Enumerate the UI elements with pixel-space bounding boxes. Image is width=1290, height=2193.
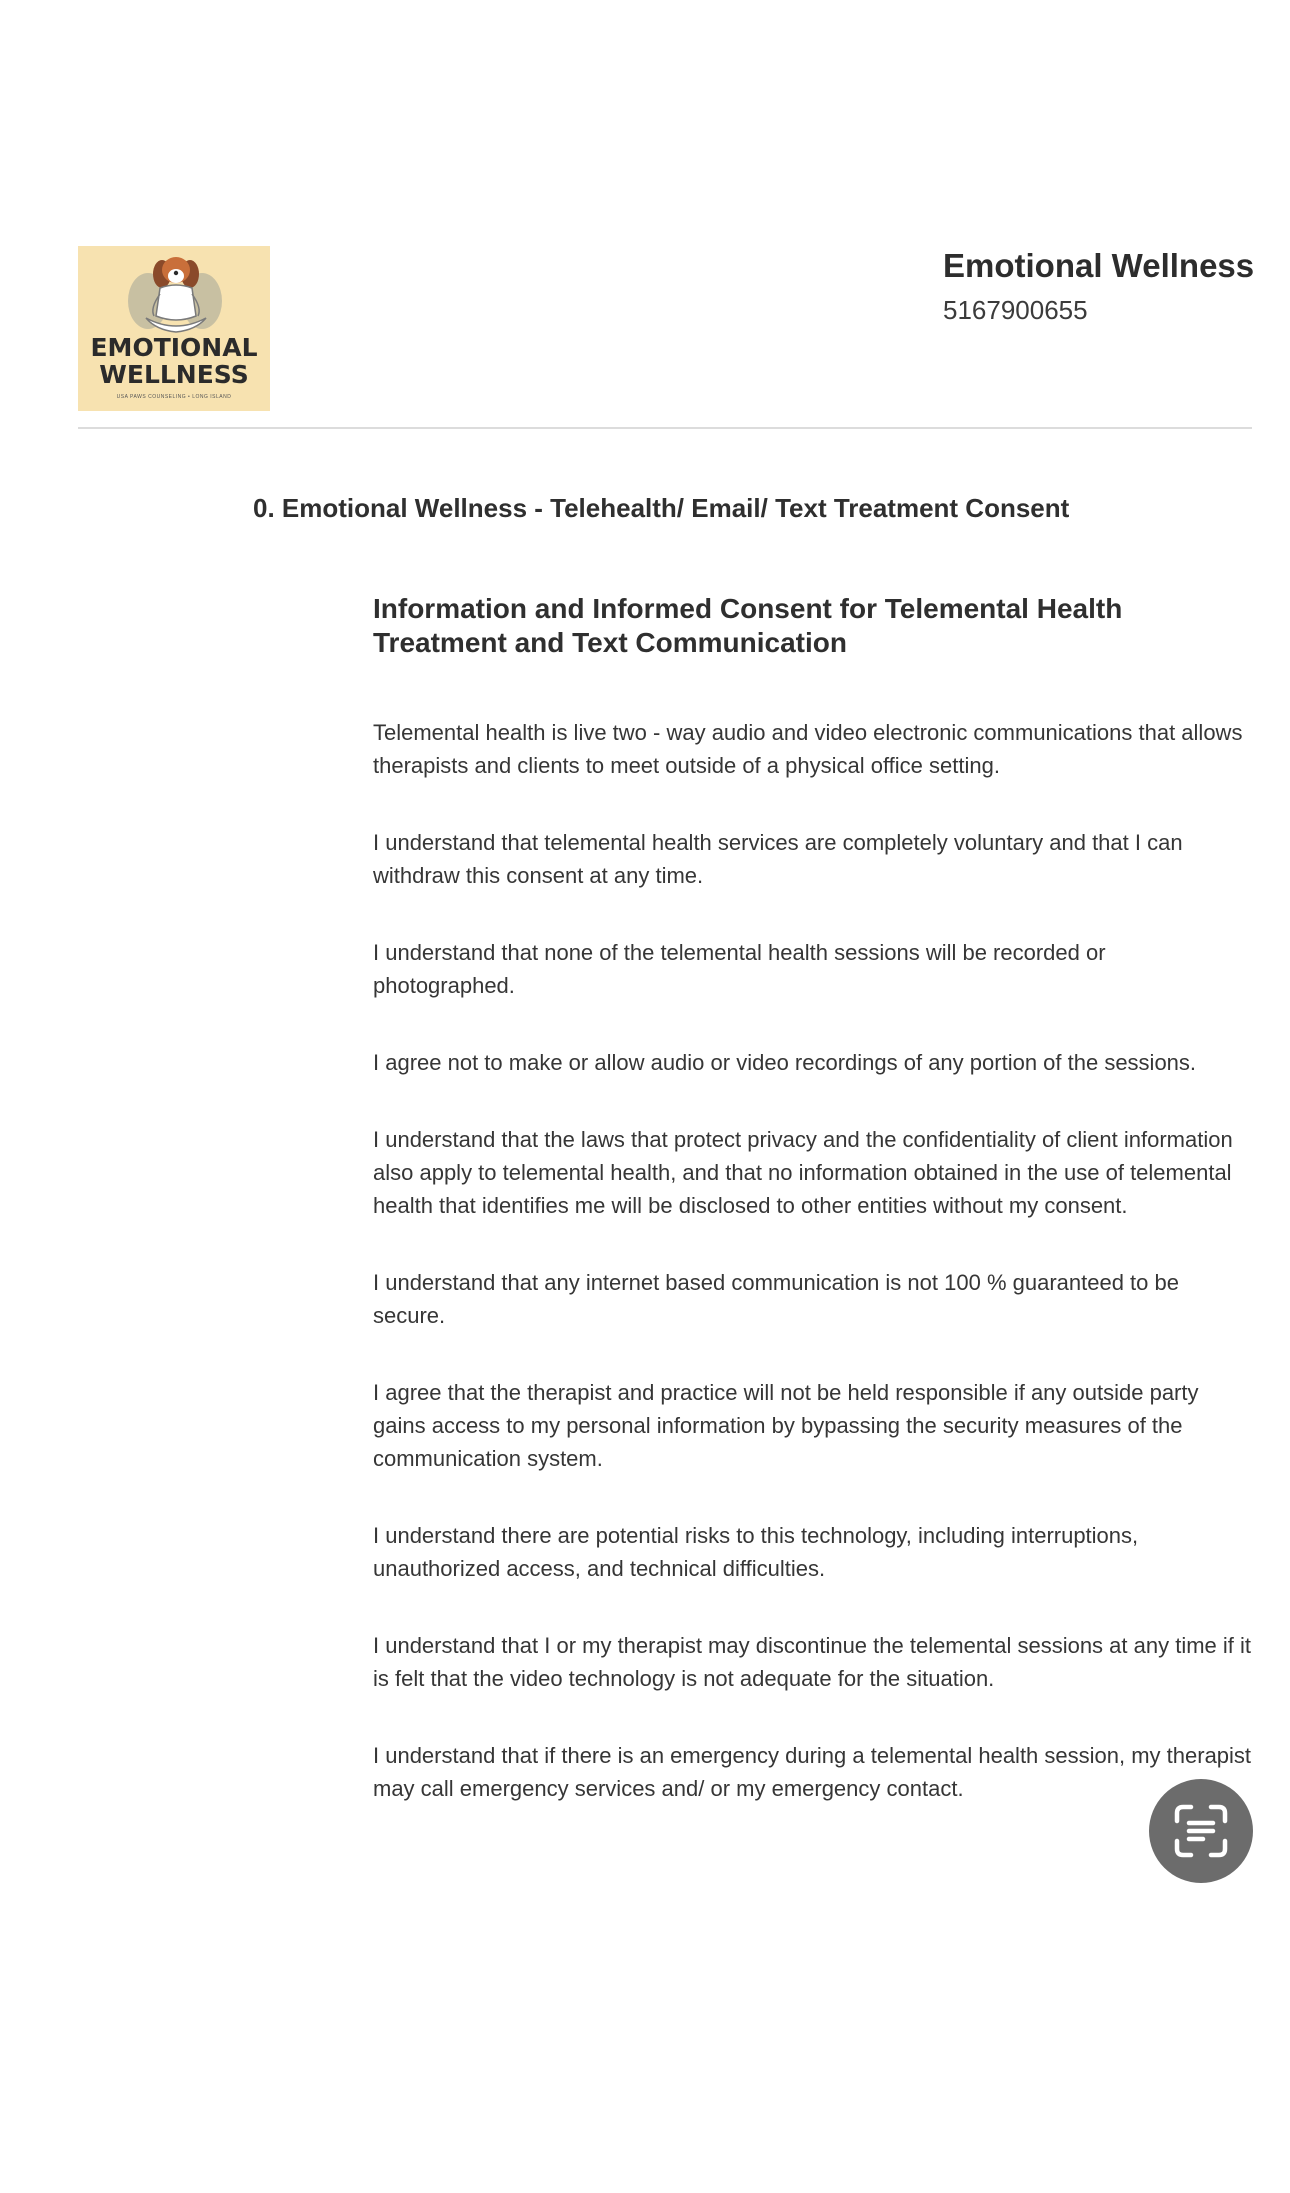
consent-paragraph-2: I understand that telemental health services are completely voluntary and that I can withdraw this consent at any time. bbox=[373, 830, 1183, 888]
consent-paragraph-4: I agree not to make or allow audio or video recordings of any portion of the sessions. bbox=[373, 1050, 1197, 1075]
consent-paragraph-10: I understand that if there is an emergency during a telemental health session, my therapist may call emergency services and/ or my emergency contact. bbox=[373, 1743, 1252, 1801]
consent-paragraph-8: I understand there are potential risks to this technology, including interruptions, unauthorized access, and technical difficulties. bbox=[373, 1523, 1139, 1581]
practice-name: Emotional Wellness bbox=[943, 247, 1255, 284]
form-title: 0. Emotional Wellness - Telehealth/ Email/ Text Treatment Consent bbox=[253, 493, 1070, 523]
consent-paragraph-5: I understand that the laws that protect privacy and the confidentiality of client information also apply to telemental health, and that no information obtained in the use of telemental health that identifies me will be disclosed to other entities without my consent. bbox=[373, 1127, 1233, 1218]
logo-text-line1: EMOTIONAL bbox=[90, 333, 258, 362]
consent-content bbox=[373, 592, 1253, 1849]
consent-paragraph-6: I understand that any internet based communication is not 100 % guaranteed to be secure. bbox=[373, 1270, 1179, 1328]
consent-paragraph-7: I agree that the therapist and practice will not be held responsible if any outside party gains access to my personal information by bypassing the security measures of the communication system. bbox=[373, 1380, 1199, 1471]
logo-text-line2: WELLNESS bbox=[99, 360, 249, 389]
logo-tagline: USA PAWS COUNSELING • LONG ISLAND bbox=[116, 394, 232, 400]
practice-logo bbox=[78, 246, 270, 411]
header bbox=[78, 246, 1255, 429]
section-heading: Information and Informed Consent for Telemental Health Treatment and Text Communication bbox=[373, 593, 1123, 658]
live-text-scan-icon bbox=[1171, 1801, 1231, 1861]
consent-paragraph-9: I understand that I or my therapist may discontinue the telemental sessions at any time if it is felt that the video technology is not adequate for the situation. bbox=[373, 1633, 1251, 1691]
live-text-scan-button[interactable] bbox=[1149, 1779, 1253, 1883]
practice-phone: 5167900655 bbox=[943, 295, 1088, 325]
consent-paragraph-1: Telemental health is live two - way audio and video electronic communications that allows therapists and clients to meet outside of a physical office setting. bbox=[373, 720, 1243, 778]
consent-paragraph-3: I understand that none of the telemental health sessions will be recorded or photographed. bbox=[373, 940, 1106, 998]
